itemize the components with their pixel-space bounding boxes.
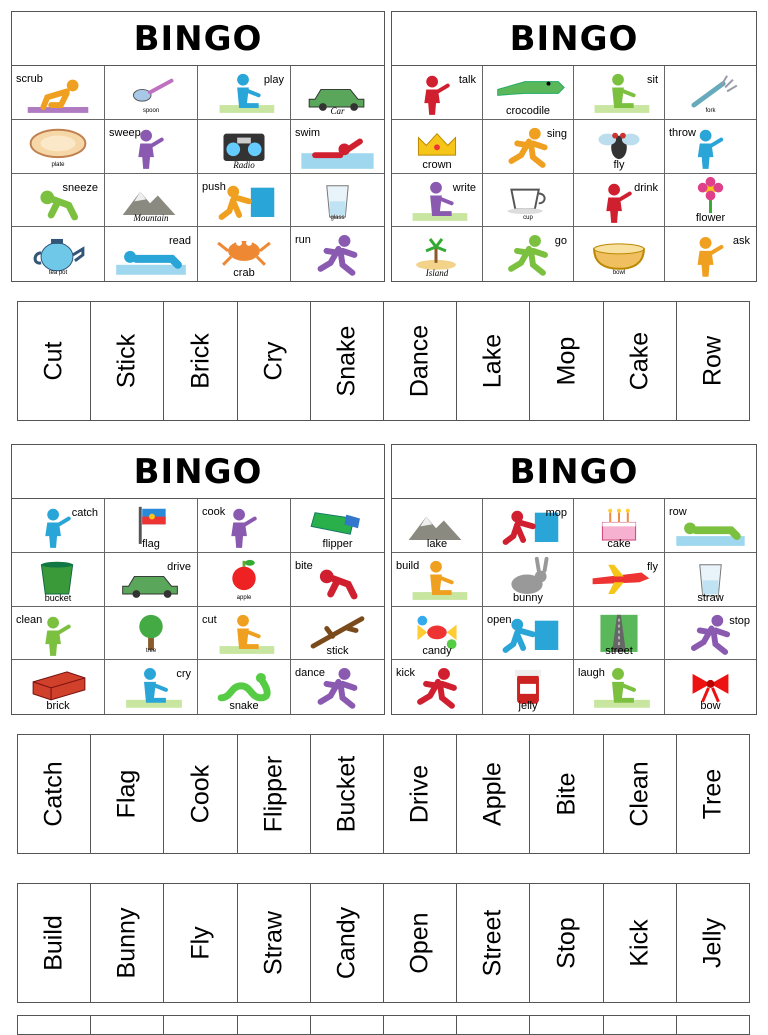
picture-cell[interactable] <box>105 553 198 607</box>
picture-cell[interactable] <box>105 120 198 174</box>
picture-label: write <box>452 181 476 194</box>
picture-cell[interactable] <box>392 120 483 174</box>
word-cell <box>384 1016 457 1034</box>
picture-cell[interactable] <box>198 227 291 281</box>
picture-cell[interactable] <box>198 660 291 714</box>
picture-label: flipper <box>322 537 353 550</box>
picture-label: bowl <box>612 270 626 276</box>
picture-label: tree <box>145 648 157 655</box>
word-cell[interactable] <box>604 735 677 853</box>
word-cell[interactable] <box>311 884 384 1002</box>
picture-cell[interactable] <box>291 66 384 120</box>
picture-label: kick <box>396 667 415 680</box>
picture-cell[interactable] <box>105 660 198 714</box>
word-cell <box>677 1016 749 1034</box>
word-cell[interactable] <box>238 302 311 420</box>
picture-cell[interactable] <box>12 660 105 714</box>
picture-cell[interactable] <box>291 499 384 553</box>
word-cell <box>530 1016 603 1034</box>
picture-cell[interactable] <box>483 66 574 120</box>
word-cell[interactable] <box>384 302 457 420</box>
word-cell[interactable] <box>384 884 457 1002</box>
picture-cell[interactable] <box>105 499 198 553</box>
picture-cell[interactable] <box>392 227 483 281</box>
picture-cell[interactable] <box>574 174 665 228</box>
word-cell[interactable] <box>530 884 603 1002</box>
picture-label: clean <box>16 613 43 626</box>
word-cell[interactable] <box>164 884 237 1002</box>
picture-label: sweep <box>109 126 141 139</box>
picture-cell[interactable] <box>574 553 665 607</box>
word-label: Brick <box>186 333 214 389</box>
picture-cell[interactable] <box>665 553 756 607</box>
word-label: Clean <box>625 761 654 827</box>
picture-label: apple <box>236 594 252 601</box>
word-cell[interactable] <box>677 735 749 853</box>
word-cell <box>604 1016 677 1034</box>
word-label: Street <box>478 909 507 977</box>
word-cell[interactable] <box>677 302 749 420</box>
picture-cell[interactable] <box>12 174 105 228</box>
word-label: Straw <box>259 911 288 975</box>
picture-cell[interactable] <box>574 120 665 174</box>
word-cell[interactable] <box>91 735 164 853</box>
picture-label: cook <box>202 506 226 518</box>
word-cell[interactable] <box>604 302 677 420</box>
picture-cell[interactable] <box>105 227 198 281</box>
picture-label: Radio <box>233 159 255 170</box>
picture-cell[interactable] <box>291 120 384 174</box>
picture-cell[interactable] <box>483 120 574 174</box>
word-label: Cry <box>259 341 288 381</box>
picture-cell[interactable] <box>392 499 483 553</box>
picture-cell[interactable] <box>574 499 665 553</box>
word-cell[interactable] <box>530 735 603 853</box>
picture-label: mop <box>545 507 567 519</box>
bingo-card-2 <box>391 11 757 282</box>
picture-cell[interactable] <box>665 227 756 281</box>
picture-cell[interactable] <box>483 553 574 607</box>
picture-label: glass <box>330 215 345 222</box>
card-title: BINGO <box>12 12 384 66</box>
word-cell <box>238 1016 311 1034</box>
picture-label: sit <box>647 74 658 86</box>
card-title: BINGO <box>392 445 756 499</box>
picture-label: open <box>487 613 512 626</box>
word-cell[interactable] <box>238 735 311 853</box>
picture-label: brick <box>46 700 70 712</box>
word-label: Lake <box>478 333 507 389</box>
word-label: Snake <box>332 325 361 397</box>
picture-label: throw <box>669 126 696 139</box>
picture-label: bite <box>295 559 313 572</box>
picture-cell[interactable] <box>291 227 384 281</box>
word-cell[interactable] <box>238 884 311 1002</box>
picture-cell[interactable] <box>198 174 291 228</box>
picture-cell[interactable] <box>198 553 291 607</box>
word-cell[interactable] <box>164 302 237 420</box>
word-label: Kick <box>625 919 654 967</box>
picture-cell[interactable] <box>198 499 291 553</box>
picture-label: catch <box>71 507 98 519</box>
word-cell[interactable] <box>311 302 384 420</box>
picture-label: street <box>605 645 633 658</box>
picture-label: jelly <box>518 700 538 712</box>
picture-label: fly <box>613 158 625 171</box>
picture-cell[interactable] <box>665 174 756 228</box>
word-cell[interactable] <box>18 302 91 420</box>
picture-label: straw <box>697 591 724 604</box>
picture-label: sneeze <box>62 181 98 194</box>
word-cell <box>18 1016 91 1034</box>
picture-label: flag <box>142 537 160 550</box>
picture-cell[interactable] <box>12 66 105 120</box>
bingo-card-3 <box>11 444 385 715</box>
picture-cell[interactable] <box>198 120 291 174</box>
picture-grid <box>392 499 756 714</box>
picture-grid <box>12 499 384 714</box>
word-label: Bunny <box>112 907 141 979</box>
picture-cell[interactable] <box>12 607 105 661</box>
picture-label: laugh <box>578 667 605 680</box>
picture-cell[interactable] <box>291 660 384 714</box>
picture-label: candy <box>422 645 452 658</box>
picture-label: sing <box>546 127 567 140</box>
picture-label: push <box>202 180 226 193</box>
picture-label: bucket <box>44 592 72 603</box>
word-cell <box>311 1016 384 1034</box>
picture-label: build <box>396 559 420 572</box>
picture-cell[interactable] <box>665 660 756 714</box>
picture-cell[interactable] <box>12 553 105 607</box>
picture-label: read <box>168 235 191 248</box>
word-label: Apple <box>478 762 507 826</box>
word-label: Fly <box>186 926 214 960</box>
picture-label: cut <box>202 613 217 626</box>
word-cell[interactable] <box>18 884 91 1002</box>
picture-cell[interactable] <box>291 174 384 228</box>
picture-label: stop <box>729 614 750 627</box>
word-cell <box>164 1016 237 1034</box>
picture-label: run <box>295 234 311 247</box>
picture-cell[interactable] <box>392 607 483 661</box>
word-label: Cook <box>186 764 214 824</box>
word-label: Dance <box>405 324 434 398</box>
picture-label: drink <box>634 181 658 194</box>
picture-cell[interactable] <box>105 174 198 228</box>
word-label: Bite <box>552 772 581 816</box>
picture-label: lake <box>426 537 448 550</box>
picture-cell[interactable] <box>105 66 198 120</box>
word-label: Stick <box>112 333 141 389</box>
picture-label: spoon <box>142 107 160 114</box>
word-cell[interactable] <box>677 884 749 1002</box>
picture-cell[interactable] <box>12 227 105 281</box>
word-cell[interactable] <box>384 735 457 853</box>
word-cell[interactable] <box>457 302 530 420</box>
picture-label: cake <box>607 537 631 550</box>
word-cell[interactable] <box>604 884 677 1002</box>
picture-label: Car <box>330 105 345 116</box>
word-label: Flipper <box>259 755 288 833</box>
picture-cell[interactable] <box>665 120 756 174</box>
picture-label: snake <box>229 700 259 712</box>
picture-cell[interactable] <box>392 174 483 228</box>
picture-grid <box>12 66 384 281</box>
word-label: Row <box>698 335 727 387</box>
picture-cell[interactable] <box>198 66 291 120</box>
picture-label: Mountain <box>133 213 169 224</box>
picture-cell[interactable] <box>291 607 384 661</box>
picture-cell[interactable] <box>483 174 574 228</box>
word-label: Tree <box>698 768 727 820</box>
picture-label: cup <box>523 215 533 222</box>
word-strip-4-partial <box>17 1015 750 1035</box>
word-label: Flag <box>112 769 141 819</box>
picture-cell[interactable] <box>665 607 756 661</box>
bingo-card-1 <box>11 11 385 282</box>
picture-cell[interactable] <box>665 499 756 553</box>
picture-cell[interactable] <box>483 227 574 281</box>
picture-label: ask <box>732 235 750 248</box>
word-strip-2 <box>17 734 750 854</box>
word-cell[interactable] <box>457 735 530 853</box>
picture-cell[interactable] <box>198 607 291 661</box>
picture-cell[interactable] <box>12 120 105 174</box>
picture-label: Island <box>425 268 449 278</box>
word-cell[interactable] <box>164 735 237 853</box>
word-label: Cut <box>39 341 68 381</box>
picture-cell[interactable] <box>574 660 665 714</box>
word-cell[interactable] <box>91 302 164 420</box>
picture-label: crocodile <box>505 104 551 117</box>
picture-grid <box>392 66 756 281</box>
picture-label: bow <box>700 700 721 712</box>
picture-cell[interactable] <box>392 66 483 120</box>
word-cell[interactable] <box>18 735 91 853</box>
word-cell[interactable] <box>311 735 384 853</box>
word-label: Mop <box>552 336 581 386</box>
picture-label: row <box>669 506 687 518</box>
word-label: Candy <box>332 906 361 980</box>
picture-label: flower <box>695 212 726 225</box>
card-title: BINGO <box>12 445 384 499</box>
picture-label: go <box>554 235 567 248</box>
word-cell[interactable] <box>91 884 164 1002</box>
bingo-card-4 <box>391 444 757 715</box>
picture-cell[interactable] <box>483 499 574 553</box>
picture-cell[interactable] <box>12 499 105 553</box>
picture-label: stick <box>326 645 349 658</box>
picture-label: play <box>263 74 284 86</box>
picture-cell[interactable] <box>392 553 483 607</box>
picture-label: scrub <box>16 73 43 85</box>
picture-label: crab <box>233 267 255 279</box>
word-strip-3 <box>17 883 750 1003</box>
picture-label: tea pot <box>48 270 68 276</box>
word-label: Cake <box>625 331 654 391</box>
picture-cell[interactable] <box>574 227 665 281</box>
card-title: BINGO <box>392 12 756 66</box>
word-cell <box>91 1016 164 1034</box>
word-label: Bucket <box>332 755 361 833</box>
word-cell[interactable] <box>530 302 603 420</box>
picture-cell[interactable] <box>574 607 665 661</box>
word-label: Jelly <box>698 917 727 969</box>
picture-label: crown <box>422 158 452 171</box>
picture-cell[interactable] <box>291 553 384 607</box>
word-cell <box>457 1016 530 1034</box>
picture-cell[interactable] <box>574 66 665 120</box>
picture-cell[interactable] <box>665 66 756 120</box>
picture-label: fork <box>705 107 716 114</box>
word-label: Stop <box>552 917 581 969</box>
picture-cell[interactable] <box>105 607 198 661</box>
picture-label: swim <box>295 126 321 139</box>
word-strip-1 <box>17 301 750 421</box>
word-label: Open <box>405 912 434 974</box>
picture-cell[interactable] <box>483 607 574 661</box>
picture-label: dance <box>295 667 325 680</box>
picture-label: cry <box>176 668 191 681</box>
word-label: Drive <box>405 764 434 824</box>
word-cell[interactable] <box>457 884 530 1002</box>
picture-label: bunny <box>513 591 543 604</box>
picture-cell[interactable] <box>483 660 574 714</box>
picture-label: talk <box>458 74 476 86</box>
word-label: Catch <box>39 761 68 827</box>
picture-label: drive <box>167 560 191 573</box>
picture-label: fly <box>647 560 658 573</box>
picture-cell[interactable] <box>392 660 483 714</box>
picture-label: plate <box>51 161 65 168</box>
word-label: Build <box>39 915 68 971</box>
